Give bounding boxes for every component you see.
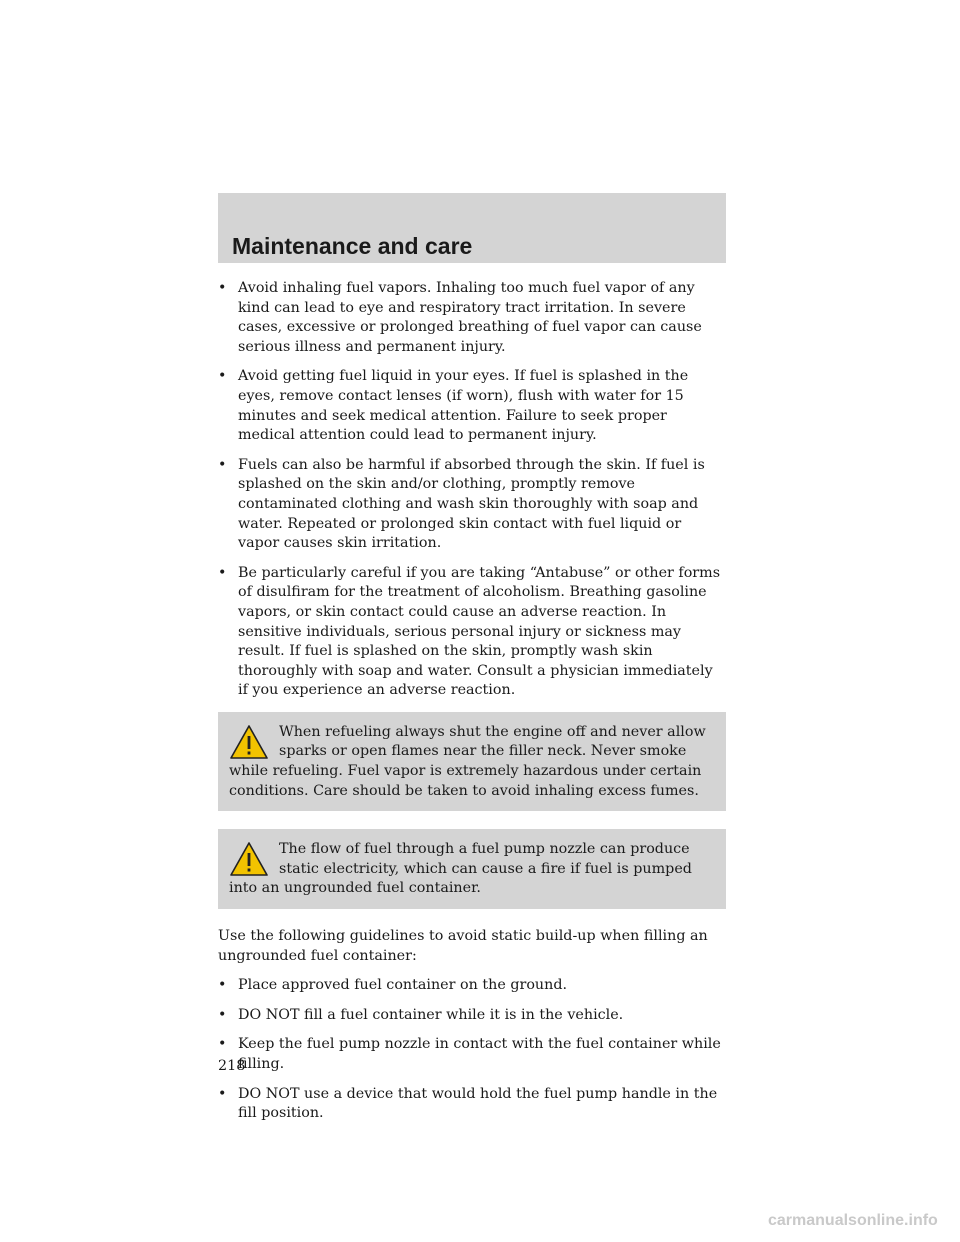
bullet-item [218,976,726,996]
page-content [218,279,726,1134]
bullet-text: Place approved fuel container on the ground. [238,977,568,994]
bullet-text: DO NOT use a device that would hold the fuel pump handle in the fill position. [238,1085,718,1122]
bullet-dot: • [218,1006,227,1023]
bullet-item [218,367,726,445]
warning-triangle-icon [229,724,269,762]
warning-text: The flow of fuel through a fuel pump nozzle can produce static electricity, which can cause a fire if fuel is pumped into an ungrounded fuel container. [229,841,692,897]
bullet-dot: • [218,977,227,994]
bullet-dot: • [218,280,227,296]
bullet-text: Fuels can also be harmful if absorbed through the skin. If fuel is splashed on the skin and/or clothing, promptly remove contaminated clothing and wash skin thoroughly with soap and water. Repeated or prolonged skin contact with fuel liquid or vapor causes skin irritation. [238,456,705,552]
bullet-dot: • [218,564,227,581]
bullet-item [218,1035,726,1074]
section-header [218,193,726,263]
section-title: Maintenance and care [232,233,473,259]
bullet-text: Avoid inhaling fuel vapors. Inhaling too much fuel vapor of any kind can lead to eye and respiratory tract irritation. In severe cases, excessive or prolonged breathing of fuel vapor can cause serious illness and permanent injury. [238,280,702,355]
bullet-text: DO NOT fill a fuel container while it is in the vehicle. [238,1006,624,1023]
bullet-text: Avoid getting fuel liquid in your eyes. If fuel is splashed in the eyes, remove contact lenses (if worn), flush with water for 15 minutes and seek medical attention. Failure to seek proper medical attention could lead to permanent injury. [238,368,689,444]
bullet-dot: • [218,1036,227,1053]
bullet-item [218,564,726,701]
bullet-dot: • [218,456,227,473]
bullet-item [218,1006,726,1026]
page-number: 218 [218,1058,246,1074]
bullet-item [218,1085,726,1124]
warning-triangle-icon [229,841,269,879]
warning-box [218,829,726,909]
bullet-item [218,279,726,357]
guidelines-intro: Use the following guidelines to avoid static build-up when filling an ungrounded fuel container: [218,928,708,964]
warning-text: When refueling always shut the engine off and never allow sparks or open flames near the filler neck. Never smoke while refueling. Fuel vapor is extremely hazardous under certain conditions. Care should be taken to avoid inhaling excess fumes. [229,723,706,799]
bullet-text: Keep the fuel pump nozzle in contact with the fuel container while filling. [238,1036,721,1072]
bullet-dot: • [218,1085,227,1102]
bullet-item [218,456,726,554]
warning-box [218,712,726,811]
watermark: carmanualsonline.info [768,1212,938,1229]
bullet-text: Be particularly careful if you are taking “Antabuse” or other forms of disulfiram for the treatment of alcoholism. Breathing gasoline vapors, or skin contact could cause an adverse reaction. In sensitive individuals, serious personal injury or sickness may result. If fuel is splashed on the skin, promptly wash skin thoroughly with soap and water. Consult a physician immediately if you experience an adverse reaction. [238,564,721,699]
bullet-dot: • [218,368,227,385]
